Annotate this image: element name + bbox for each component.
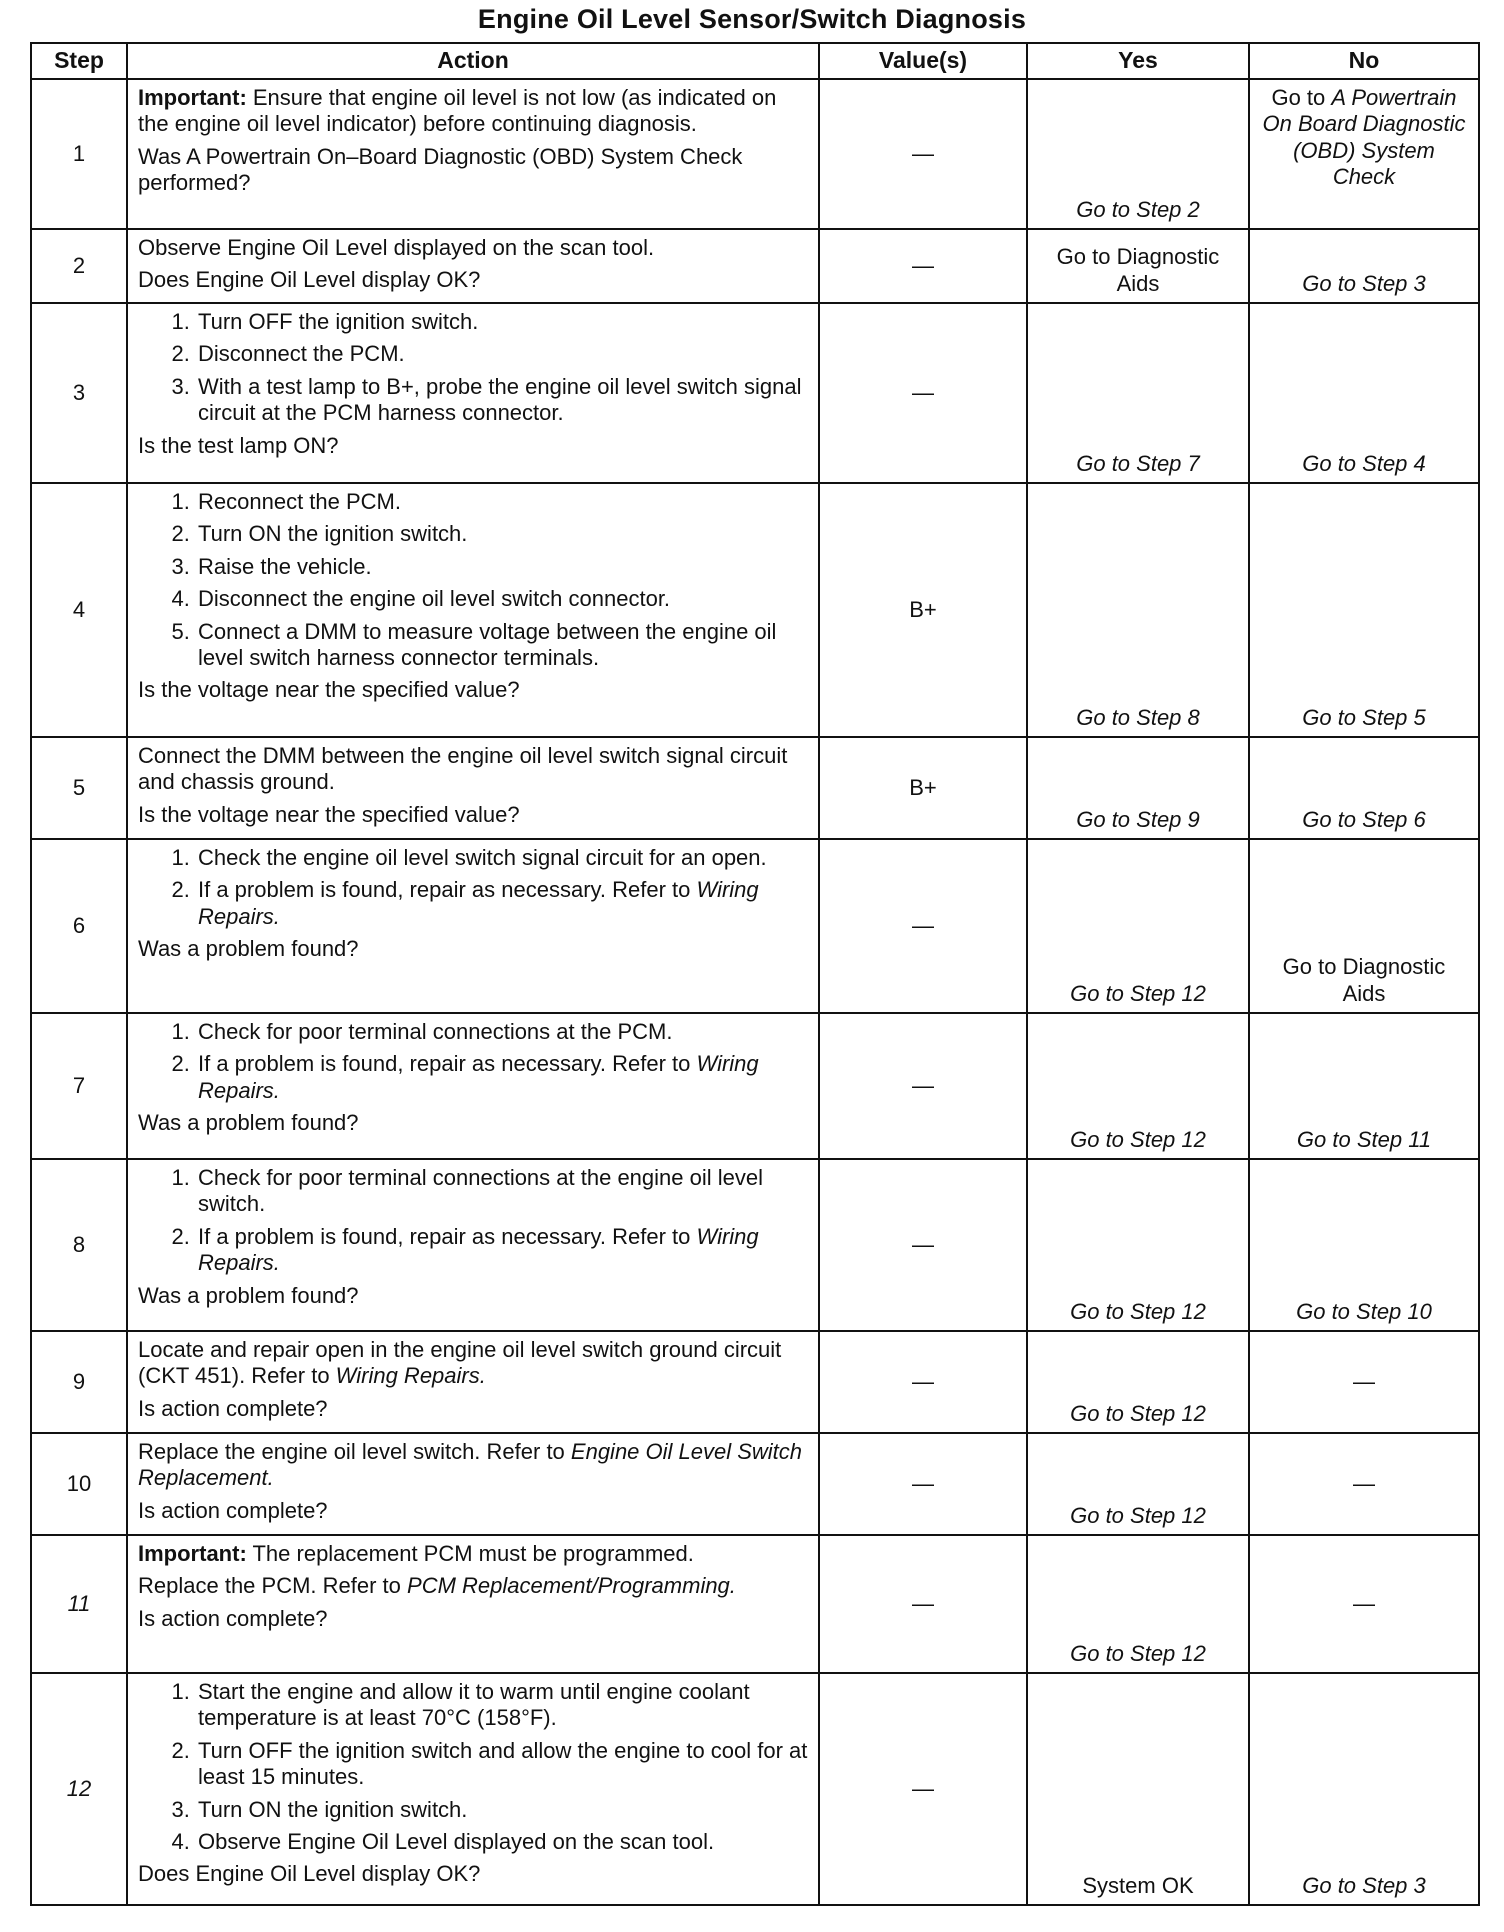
- table-row: [31, 839, 1479, 1013]
- action-question: Does Engine Oil Level display OK?: [138, 267, 481, 293]
- yes-cell: Go to Step 12: [1027, 1013, 1249, 1159]
- table-row: [31, 1159, 1479, 1331]
- action-text: [138, 1439, 808, 1492]
- list-item: 3. With a test lamp to B+, probe the engine oil level switch signal circuit at the PCM harness connector.: [196, 374, 808, 427]
- list-item: [196, 1051, 808, 1104]
- list-item: [196, 877, 808, 930]
- action-cell: [127, 1673, 819, 1905]
- step-number: 11: [31, 1535, 127, 1673]
- reference-link: Wiring Repairs.: [198, 877, 759, 929]
- action-question: Does Engine Oil Level display OK?: [138, 1861, 481, 1887]
- no-cell: Go to Step 4: [1249, 303, 1479, 483]
- value-cell: —: [819, 1673, 1027, 1905]
- action-cell: [127, 79, 819, 229]
- list-item-text: If a problem is found, repair as necessary. Refer to: [198, 877, 697, 903]
- important-label: Important:: [138, 1541, 247, 1566]
- action-question: Was a problem found?: [138, 936, 359, 962]
- step-number: 9: [31, 1331, 127, 1433]
- yes-cell: Go to Step 9: [1027, 737, 1249, 839]
- important-label: Important:: [138, 85, 247, 110]
- action-question: Was A Powertrain On–Board Diagnostic (OBD) System Check performed?: [138, 143, 743, 196]
- list-item: 1. Start the engine and allow it to warm until engine coolant temperature is at least 70°C (158°F).: [196, 1679, 808, 1732]
- list-item: 5. Connect a DMM to measure voltage between the engine oil level switch harness connector terminals.: [196, 619, 808, 672]
- action-list: [138, 845, 808, 930]
- action-text-main: Replace the PCM. Refer to: [138, 1573, 408, 1599]
- list-item: 1. Check for poor terminal connections at the PCM.: [196, 1019, 808, 1045]
- step-number: 8: [31, 1159, 127, 1331]
- no-prefix: Go to: [1271, 85, 1332, 110]
- no-cell: Go to Step 3: [1249, 229, 1479, 303]
- list-item: 3. Raise the vehicle.: [196, 554, 808, 580]
- important-note: [138, 1541, 808, 1567]
- table-row: [31, 1673, 1479, 1905]
- header-row: [31, 43, 1479, 79]
- value-cell: —: [819, 1535, 1027, 1673]
- list-item: 1. Turn OFF the ignition switch.: [196, 309, 808, 335]
- action-cell: [127, 303, 819, 483]
- table-row: [31, 1331, 1479, 1433]
- action-text: Observe Engine Oil Level displayed on the scan tool.: [138, 235, 655, 260]
- action-cell: [127, 1331, 819, 1433]
- step-number: 5: [31, 737, 127, 839]
- no-cell: Go to Diagnostic Aids: [1249, 839, 1479, 1013]
- list-item: 1. Check the engine oil level switch signal circuit for an open.: [196, 845, 808, 871]
- no-cell: —: [1249, 1433, 1479, 1535]
- step-number: 10: [31, 1433, 127, 1535]
- header-action: Action: [127, 43, 819, 79]
- no-cell: Go to Step 11: [1249, 1013, 1479, 1159]
- no-cell: Go to Step 6: [1249, 737, 1479, 839]
- important-text: The replacement PCM must be programmed.: [246, 1541, 694, 1566]
- no-cell: [1249, 79, 1479, 229]
- reference-link: Engine Oil Level Switch Replacement.: [138, 1439, 803, 1491]
- no-reference: A Powertrain On Board Diagnostic (OBD) System Check: [1262, 85, 1466, 190]
- action-text: [138, 1573, 808, 1599]
- reference-link: Wiring Repairs.: [198, 1051, 759, 1103]
- reference-link: PCM Replacement/Programming.: [407, 1573, 736, 1599]
- action-question: Is the voltage near the specified value?: [138, 801, 520, 827]
- table-row: [31, 1433, 1479, 1535]
- step-number: 12: [31, 1673, 127, 1905]
- table-row: [31, 1535, 1479, 1673]
- action-cell: [127, 1159, 819, 1331]
- action-question: Is action complete?: [138, 1605, 328, 1631]
- table-row: [31, 483, 1479, 737]
- value-cell: B+: [819, 483, 1027, 737]
- action-text: [138, 1337, 808, 1390]
- value-cell: —: [819, 1433, 1027, 1535]
- yes-cell: Go to Step 8: [1027, 483, 1249, 737]
- list-item: 4. Disconnect the engine oil level switch connector.: [196, 586, 808, 612]
- table-row: [31, 303, 1479, 483]
- no-cell: —: [1249, 1535, 1479, 1673]
- diagnosis-table: [30, 42, 1480, 1906]
- list-item: 2. Turn OFF the ignition switch and allow the engine to cool for at least 15 minutes.: [196, 1738, 808, 1791]
- yes-cell: Go to Diagnostic Aids: [1027, 229, 1249, 303]
- action-cell: [127, 1433, 819, 1535]
- reference-link: Wiring Repairs.: [198, 1223, 759, 1276]
- table-row: [31, 79, 1479, 229]
- table-row: [31, 229, 1479, 303]
- header-yes: Yes: [1027, 43, 1249, 79]
- value-cell: —: [819, 79, 1027, 229]
- list-item: 1. Reconnect the PCM.: [196, 489, 808, 515]
- action-cell: [127, 229, 819, 303]
- no-cell: Go to Step 3: [1249, 1673, 1479, 1905]
- action-cell: [127, 839, 819, 1013]
- value-cell: —: [819, 1331, 1027, 1433]
- yes-cell: Go to Step 12: [1027, 1331, 1249, 1433]
- reference-link: Wiring Repairs.: [335, 1363, 486, 1389]
- important-text: Ensure that engine oil level is not low (as indicated on the engine oil level indicator) before continuing diagnosis.: [138, 85, 777, 137]
- value-cell: —: [819, 1013, 1027, 1159]
- table-row: [31, 737, 1479, 839]
- step-number: 1: [31, 79, 127, 229]
- action-cell: [127, 1013, 819, 1159]
- list-item: 1. Check for poor terminal connections at the engine oil level switch.: [196, 1165, 808, 1218]
- list-item-text: If a problem is found, repair as necessary. Refer to: [198, 1051, 697, 1077]
- step-number: 3: [31, 303, 127, 483]
- yes-cell: Go to Step 12: [1027, 1535, 1249, 1673]
- action-list: [138, 1679, 808, 1855]
- step-number: 7: [31, 1013, 127, 1159]
- list-item-text: If a problem is found, repair as necessary. Refer to: [198, 1223, 697, 1249]
- yes-cell: Go to Step 2: [1027, 79, 1249, 229]
- header-values: Value(s): [819, 43, 1027, 79]
- page-title: Engine Oil Level Sensor/Switch Diagnosis: [477, 4, 1027, 34]
- list-item: 2. Turn ON the ignition switch.: [196, 521, 808, 547]
- no-cell: Go to Step 5: [1249, 483, 1479, 737]
- no-cell: —: [1249, 1331, 1479, 1433]
- list-item: 2. Disconnect the PCM.: [196, 341, 808, 367]
- action-question: Was a problem found?: [138, 1282, 359, 1308]
- step-number: 4: [31, 483, 127, 737]
- action-list: [138, 1019, 808, 1104]
- step-number: 6: [31, 839, 127, 1013]
- action-cell: [127, 737, 819, 839]
- value-cell: —: [819, 229, 1027, 303]
- list-item: 3. Turn ON the ignition switch.: [196, 1797, 808, 1823]
- value-cell: —: [819, 303, 1027, 483]
- action-text-main: Locate and repair open in the engine oil level switch ground circuit (CKT 451). Refer to: [138, 1337, 782, 1389]
- list-item: 4. Observe Engine Oil Level displayed on the scan tool.: [196, 1829, 808, 1855]
- action-text-main: Replace the engine oil level switch. Refer to: [138, 1439, 571, 1464]
- step-number: 2: [31, 229, 127, 303]
- yes-cell: Go to Step 12: [1027, 1433, 1249, 1535]
- action-question: Was a problem found?: [138, 1110, 359, 1136]
- table-row: [31, 1013, 1479, 1159]
- no-cell: Go to Step 10: [1249, 1159, 1479, 1331]
- yes-cell: Go to Step 7: [1027, 303, 1249, 483]
- list-item: [196, 1224, 808, 1277]
- important-note: [138, 85, 808, 138]
- header-step: Step: [31, 43, 127, 79]
- value-cell: —: [819, 839, 1027, 1013]
- value-cell: B+: [819, 737, 1027, 839]
- action-question: Is action complete?: [138, 1395, 328, 1421]
- action-question: Is action complete?: [138, 1497, 328, 1523]
- action-cell: [127, 483, 819, 737]
- action-text: Connect the DMM between the engine oil level switch signal circuit and chassis ground.: [138, 743, 788, 795]
- yes-cell: System OK: [1027, 1673, 1249, 1905]
- action-question: Is the test lamp ON?: [138, 432, 339, 458]
- header-no: No: [1249, 43, 1479, 79]
- action-cell: [127, 1535, 819, 1673]
- action-question: Is the voltage near the specified value?: [138, 677, 520, 703]
- action-list: [138, 1165, 808, 1277]
- value-cell: —: [819, 1159, 1027, 1331]
- action-list: [138, 309, 808, 427]
- yes-cell: Go to Step 12: [1027, 839, 1249, 1013]
- action-list: [138, 489, 808, 671]
- yes-cell: Go to Step 12: [1027, 1159, 1249, 1331]
